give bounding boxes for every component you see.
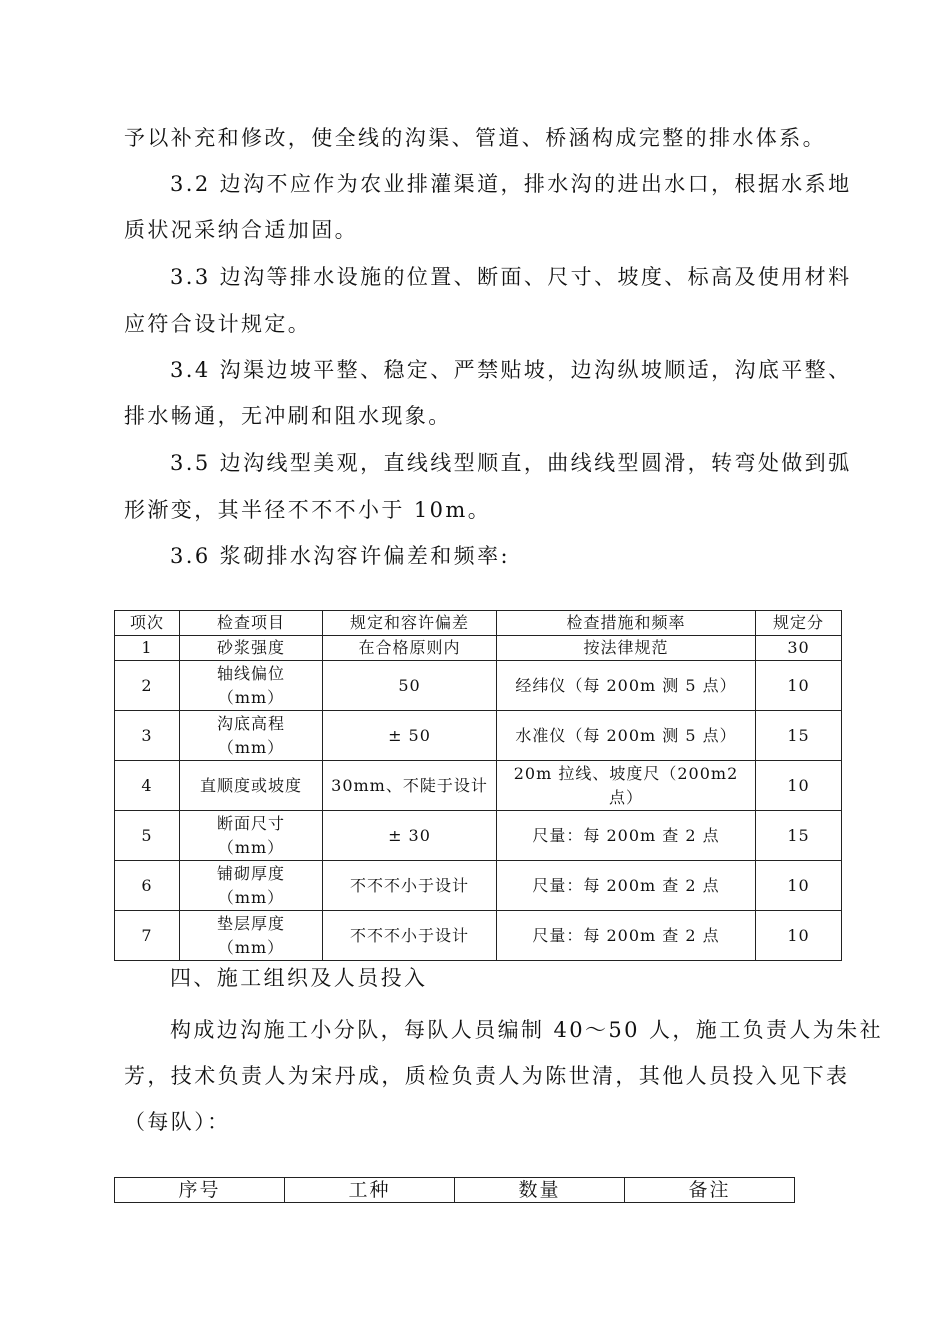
header-cell: 检查措施和频率 xyxy=(497,611,756,636)
paragraph-line: 3.5 边沟线型美观，直线线型顺直，曲线线型圆滑，转弯处做到弧 xyxy=(170,451,852,475)
cell-no: 4 xyxy=(115,761,180,811)
table-row xyxy=(115,761,842,811)
cell-score: 15 xyxy=(756,811,842,861)
item-label: 垫层厚度 xyxy=(216,913,285,933)
cell-tolerance: 30mm、不陡于设计 xyxy=(323,761,497,811)
paragraph-line: （每队）： xyxy=(124,1110,231,1134)
paragraph-line: 予以补充和修改，使全线的沟渠、管道、桥涵构成完整的排水体系。 xyxy=(124,126,826,150)
section-heading: 四、施工组织及人员投入 xyxy=(170,966,428,990)
header-cell: 项次 xyxy=(115,611,180,636)
item-unit: （mm） xyxy=(217,837,285,857)
table-row xyxy=(115,711,842,761)
cell-score: 15 xyxy=(756,711,842,761)
cell-method: 尺量：每 200m 查 2 点 xyxy=(497,911,756,961)
item-unit: （mm） xyxy=(217,687,285,707)
tolerance-table xyxy=(114,610,842,961)
table-header-row xyxy=(115,611,842,636)
paragraph-line: 3.3 边沟等排水设施的位置、断面、尺寸、坡度、标高及使用材料 xyxy=(170,265,852,289)
paragraph-line: 排水畅通，无冲刷和阻水现象。 xyxy=(124,404,452,428)
paragraph-line: 构成边沟施工小分队，每队人员编制 40～50 人，施工负责人为朱社 xyxy=(170,1018,883,1042)
cell-no: 1 xyxy=(115,636,180,661)
header-cell: 序号 xyxy=(115,1178,285,1203)
staff-table xyxy=(114,1177,795,1203)
paragraph-line: 质状况采纳合适加固。 xyxy=(124,218,358,242)
cell-item xyxy=(180,911,323,961)
paragraph-line: 应符合设计规定。 xyxy=(124,312,312,336)
cell-no: 7 xyxy=(115,911,180,961)
cell-score: 10 xyxy=(756,761,842,811)
cell-tolerance: ± 30 xyxy=(323,811,497,861)
cell-item: 砂浆强度 xyxy=(180,636,323,661)
item-unit: （mm） xyxy=(217,937,285,957)
table-row xyxy=(115,911,842,961)
item-unit: （mm） xyxy=(217,737,285,757)
cell-tolerance: 50 xyxy=(323,661,497,711)
paragraph-line: 芳，技术负责人为宋丹成，质检负责人为陈世清，其他人员投入见下表 xyxy=(124,1064,850,1088)
table-row xyxy=(115,661,842,711)
paragraph-line: 3.2 边沟不应作为农业排灌渠道，排水沟的进出水口，根据水系地 xyxy=(170,172,852,196)
paragraph-line: 形渐变，其半径不不不小于 10m。 xyxy=(124,498,492,522)
paragraph-line: 3.6 浆砌排水沟容许偏差和频率: xyxy=(170,544,510,568)
cell-score: 10 xyxy=(756,661,842,711)
table-row xyxy=(115,636,842,661)
cell-method: 尺量：每 200m 查 2 点 xyxy=(497,861,756,911)
table-header-row xyxy=(115,1178,795,1203)
cell-item xyxy=(180,861,323,911)
table-row xyxy=(115,861,842,911)
header-cell: 规定分 xyxy=(756,611,842,636)
header-cell: 工种 xyxy=(285,1178,455,1203)
cell-no: 6 xyxy=(115,861,180,911)
item-label: 铺砌厚度 xyxy=(216,863,285,883)
cell-method xyxy=(497,761,756,811)
header-cell: 检查项目 xyxy=(180,611,323,636)
cell-method: 尺量：每 200m 查 2 点 xyxy=(497,811,756,861)
cell-method: 经纬仪（每 200m 测 5 点） xyxy=(497,661,756,711)
cell-tolerance: 不不不小于设计 xyxy=(323,861,497,911)
cell-no: 5 xyxy=(115,811,180,861)
cell-tolerance: ± 50 xyxy=(323,711,497,761)
cell-item: 直顺度或坡度 xyxy=(180,761,323,811)
item-label: 沟底高程 xyxy=(216,713,285,733)
cell-tolerance: 在合格原则内 xyxy=(323,636,497,661)
cell-score: 30 xyxy=(756,636,842,661)
item-label: 断面尺寸 xyxy=(216,813,285,833)
method-line: 20m 拉线、坡度尺（200m2 xyxy=(513,763,739,783)
cell-method: 按法律规范 xyxy=(497,636,756,661)
cell-item xyxy=(180,661,323,711)
header-cell: 规定和容许偏差 xyxy=(323,611,497,636)
cell-score: 10 xyxy=(756,911,842,961)
cell-method: 水准仪（每 200m 测 5 点） xyxy=(497,711,756,761)
header-cell: 数量 xyxy=(455,1178,625,1203)
cell-item xyxy=(180,811,323,861)
item-unit: （mm） xyxy=(217,887,285,907)
header-cell: 备注 xyxy=(625,1178,795,1203)
cell-score: 10 xyxy=(756,861,842,911)
method-line: 点） xyxy=(608,787,643,807)
table-row xyxy=(115,811,842,861)
cell-no: 3 xyxy=(115,711,180,761)
paragraph-line: 3.4 沟渠边坡平整、稳定、严禁贴坡，边沟纵坡顺适，沟底平整、 xyxy=(170,358,852,382)
cell-tolerance: 不不不小于设计 xyxy=(323,911,497,961)
cell-no: 2 xyxy=(115,661,180,711)
item-label: 轴线偏位 xyxy=(216,663,285,683)
cell-item xyxy=(180,711,323,761)
